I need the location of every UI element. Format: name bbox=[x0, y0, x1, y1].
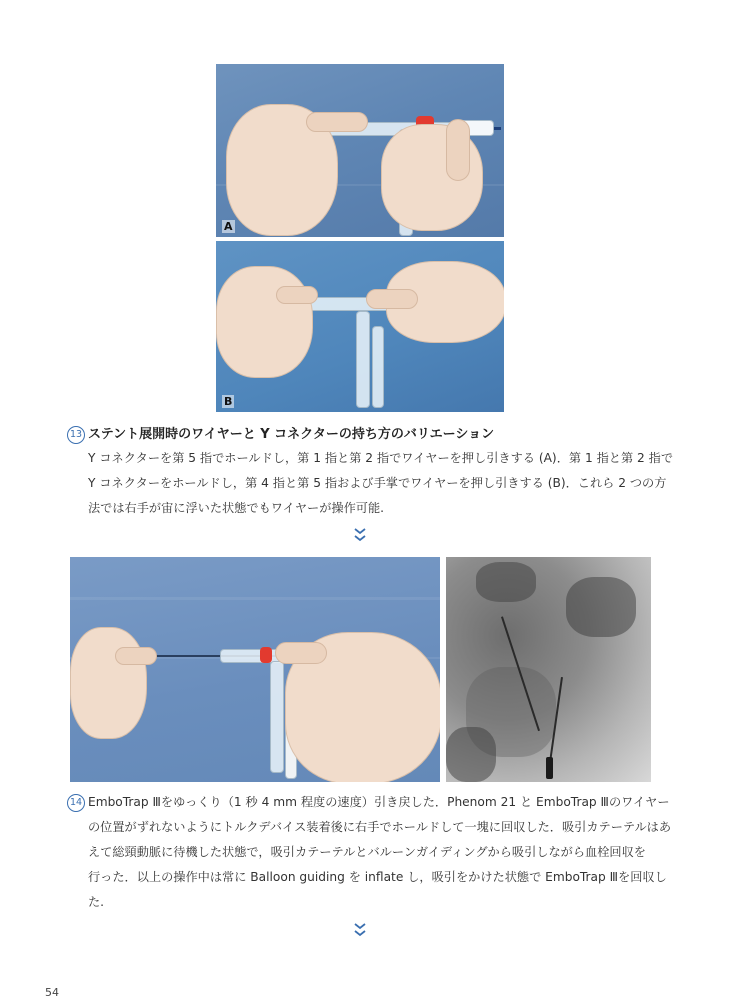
step-13-line: Y コネクターを第 5 指でホールドし，第 1 指と第 2 指でワイヤーを押し引きする (A)．第 1 指と第 2 指で bbox=[88, 451, 674, 465]
photo-b bbox=[216, 241, 504, 412]
step-13-body bbox=[88, 446, 673, 521]
photo-a bbox=[216, 64, 504, 237]
page-number: 54 bbox=[45, 986, 59, 999]
step-14-line: えて総頸動脈に待機した状態で，吸引カテーテルとバルーンガイディングから吸引しながら血栓回収を bbox=[88, 845, 646, 859]
step-14-body bbox=[67, 790, 671, 915]
double-chevron-down-icon bbox=[353, 526, 367, 544]
xray-image bbox=[446, 557, 651, 782]
step-14-line: の位置がずれないようにトルクデバイス装着後に右手でホールドして一塊に回収した．吸引カテーテルはあ bbox=[88, 820, 672, 834]
step-14-number: 14 bbox=[67, 794, 85, 812]
photo-a-label: A bbox=[224, 220, 233, 233]
step-13-number: 13 bbox=[67, 426, 85, 444]
step-13-line: Y コネクターをホールドし，第 4 指と第 5 指および手掌でワイヤーを押し引きする (B)．これら 2 つの方 bbox=[88, 476, 667, 490]
step-13-line: 法では右手が宙に浮いた状態でもワイヤーが操作可能. bbox=[88, 501, 385, 515]
step-14-line: 行った．以上の操作中は常に Balloon guiding を inflate し，吸引をかけた状態で EmboTrap Ⅲを回収し bbox=[88, 870, 667, 884]
step-14-line: EmboTrap Ⅲをゆっくり（1 秒 4 mm 程度の速度）引き戻した．Phenom 21 と EmboTrap Ⅲのワイヤー bbox=[88, 795, 670, 809]
step-14-line-first bbox=[67, 790, 671, 815]
photo-c bbox=[70, 557, 440, 782]
photo-b-label: B bbox=[224, 395, 233, 408]
step-13-title bbox=[67, 423, 494, 444]
step-14-line: た. bbox=[88, 895, 105, 909]
step-13-title-text: ステント展開時のワイヤーと Y コネクターの持ち方のバリエーション bbox=[88, 427, 495, 442]
double-chevron-down-icon bbox=[353, 921, 367, 939]
